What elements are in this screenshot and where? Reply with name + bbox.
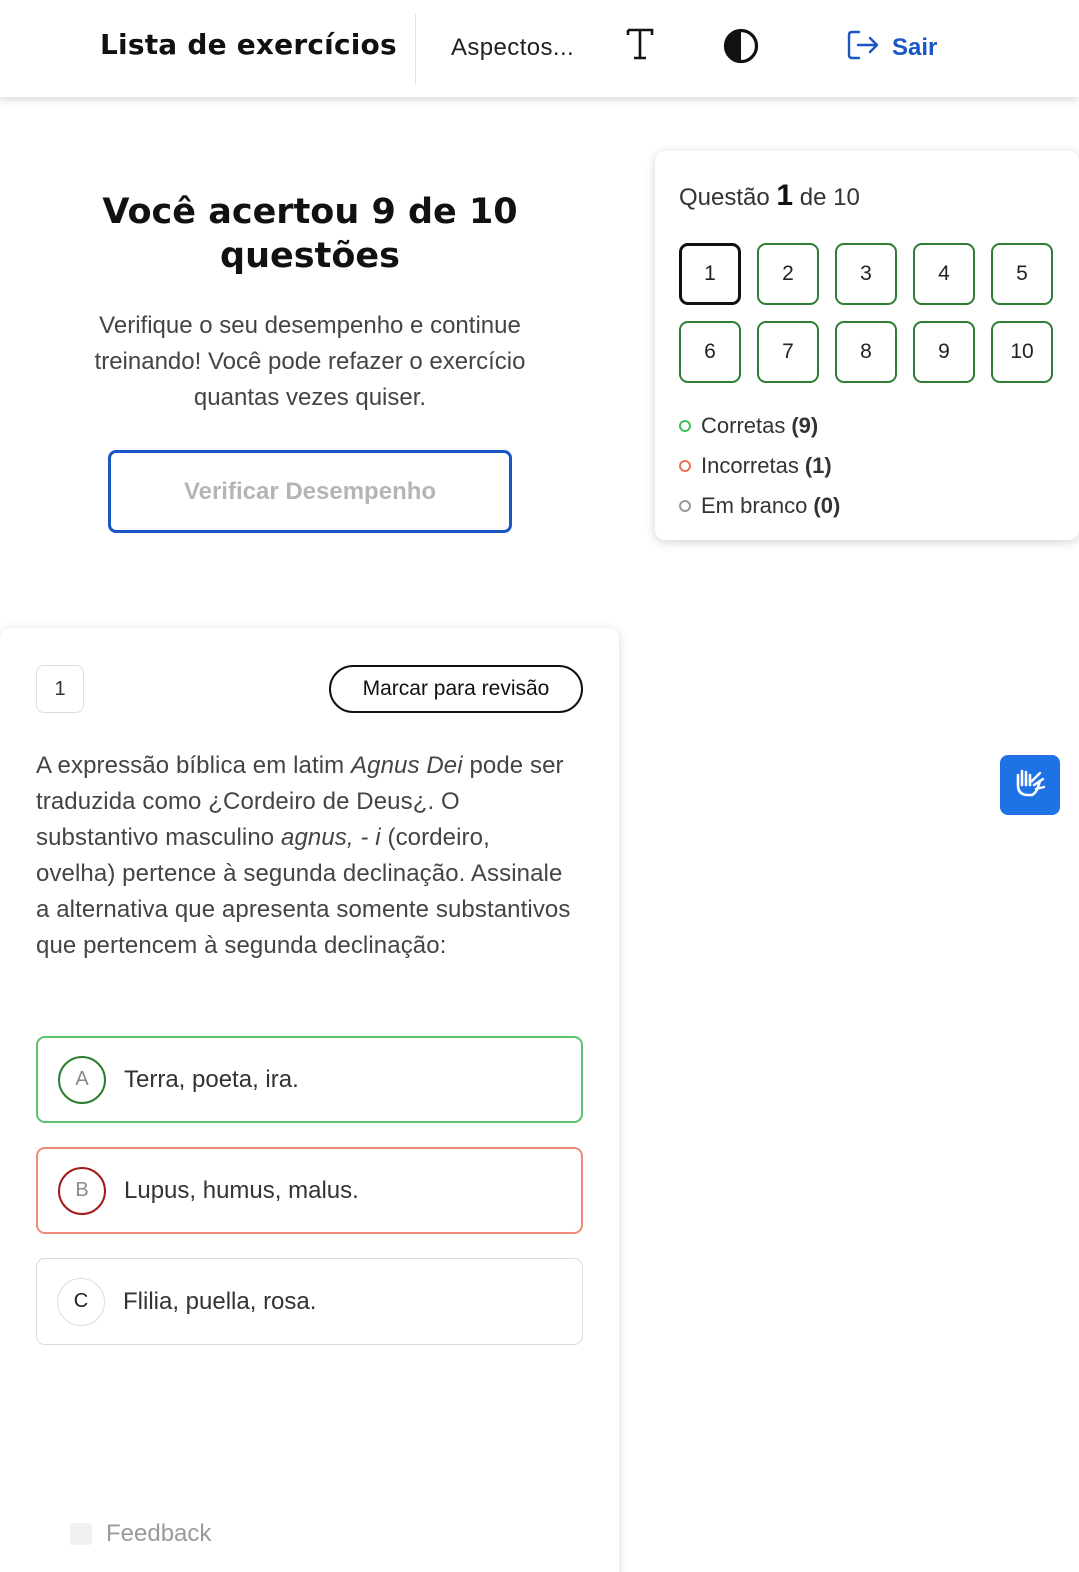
option-text: Lupus, humus, malus. bbox=[124, 1176, 359, 1204]
aspectos-menu[interactable]: Aspectos... bbox=[451, 34, 575, 61]
legend-correct-count: (9) bbox=[791, 413, 819, 438]
logout-icon bbox=[846, 28, 882, 67]
question-button-2[interactable]: 2 bbox=[757, 243, 819, 305]
question-text bbox=[36, 748, 576, 964]
verify-performance-button[interactable]: Verificar Desempenho bbox=[108, 450, 512, 533]
question-text-part: (cordeiro, ovelha) pertence à segunda declinação. Assinale a alternativa que apresenta somente substantivos que pertencem à segunda declinação: bbox=[36, 824, 571, 959]
option-letter: A bbox=[58, 1056, 106, 1104]
sign-language-button[interactable] bbox=[1000, 755, 1060, 815]
option-letter: B bbox=[58, 1167, 106, 1215]
question-number-badge: 1 bbox=[36, 665, 84, 713]
header-divider bbox=[415, 14, 416, 84]
question-button-3[interactable]: 3 bbox=[835, 243, 897, 305]
incorrect-dot-icon bbox=[679, 460, 691, 472]
result-summary bbox=[60, 190, 560, 416]
question-total: de 10 bbox=[799, 184, 860, 211]
option-text: Flilia, puella, rosa. bbox=[123, 1287, 317, 1315]
feedback-icon bbox=[70, 1523, 92, 1545]
option-text: Terra, poeta, ira. bbox=[124, 1065, 299, 1093]
question-button-8[interactable]: 8 bbox=[835, 321, 897, 383]
sign-language-icon bbox=[1010, 763, 1050, 808]
legend-blank-count: (0) bbox=[813, 493, 841, 518]
question-card bbox=[0, 628, 619, 1572]
font-size-icon[interactable] bbox=[622, 24, 658, 64]
question-button-10[interactable]: 10 bbox=[991, 321, 1053, 383]
option-letter: C bbox=[57, 1278, 105, 1326]
legend-incorrect-label: Incorretas bbox=[701, 453, 799, 478]
question-grid bbox=[679, 243, 1053, 383]
top-header bbox=[0, 0, 1079, 97]
question-button-9[interactable]: 9 bbox=[913, 321, 975, 383]
contrast-icon[interactable] bbox=[723, 28, 759, 64]
question-prefix: Questão bbox=[679, 184, 770, 211]
legend-incorrect bbox=[679, 446, 840, 486]
result-description: Verifique o seu desempenho e continue treinando! Você pode refazer o exercício quantas vezes quiser. bbox=[94, 312, 526, 411]
question-button-7[interactable]: 7 bbox=[757, 321, 819, 383]
question-position bbox=[679, 179, 860, 213]
mark-for-review-button[interactable]: Marcar para revisão bbox=[329, 665, 583, 713]
option-c[interactable] bbox=[36, 1258, 583, 1345]
legend-incorrect-count: (1) bbox=[804, 453, 832, 478]
status-legend bbox=[679, 406, 840, 526]
correct-dot-icon bbox=[679, 420, 691, 432]
page-title: Lista de exercícios bbox=[100, 28, 397, 61]
legend-blank bbox=[679, 486, 840, 526]
legend-blank-label: Em branco bbox=[701, 493, 808, 518]
feedback-label: Feedback bbox=[106, 1520, 212, 1547]
option-a[interactable] bbox=[36, 1036, 583, 1123]
legend-correct-label: Corretas bbox=[701, 413, 786, 438]
question-text-part: pode ser traduzida como ¿Cordeiro de Deus¿. O substantivo masculino bbox=[36, 752, 564, 851]
result-title: Você acertou 9 de 10 questões bbox=[102, 192, 518, 276]
question-button-1[interactable]: 1 bbox=[679, 243, 741, 305]
blank-dot-icon bbox=[679, 500, 691, 512]
legend-correct bbox=[679, 406, 840, 446]
question-navigator bbox=[655, 151, 1079, 540]
option-b[interactable] bbox=[36, 1147, 583, 1234]
question-button-6[interactable]: 6 bbox=[679, 321, 741, 383]
logout-label: Sair bbox=[892, 33, 938, 61]
logout-button[interactable] bbox=[846, 28, 937, 67]
current-question: 1 bbox=[776, 179, 794, 212]
question-text-part: A expressão bíblica em latim bbox=[36, 752, 352, 779]
question-button-5[interactable]: 5 bbox=[991, 243, 1053, 305]
question-text-italic: agnus, - i bbox=[281, 824, 381, 851]
question-button-4[interactable]: 4 bbox=[913, 243, 975, 305]
feedback-button[interactable] bbox=[70, 1520, 211, 1548]
question-text-italic: Agnus Dei bbox=[351, 752, 463, 779]
